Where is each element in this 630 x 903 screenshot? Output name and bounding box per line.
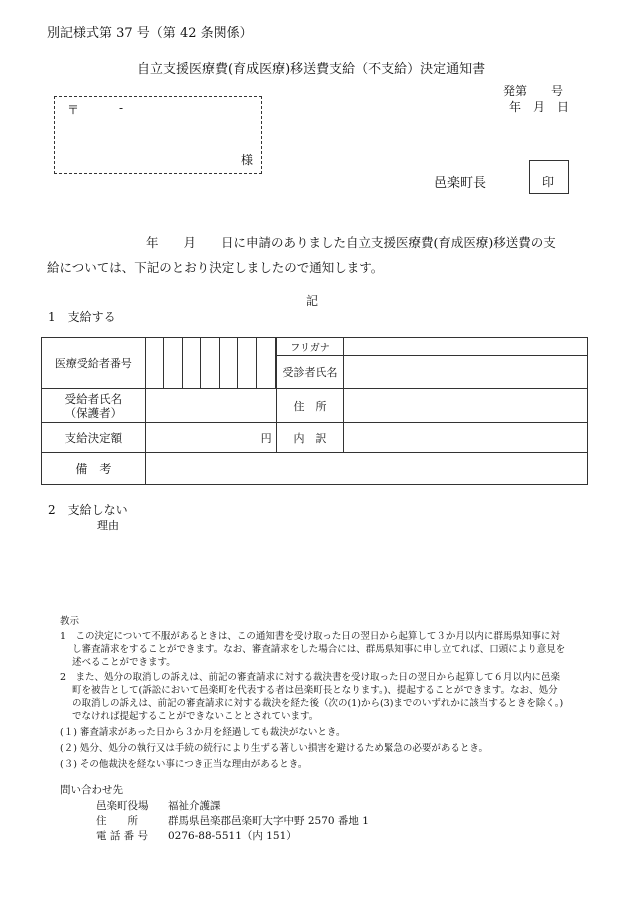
issuer-name: 邑楽町長 <box>434 176 487 191</box>
issue-date: 年 月 日 <box>509 100 570 114</box>
patient-name-label: 受診者氏名 <box>276 356 344 389</box>
contact-address-label: 住 所 <box>96 815 138 827</box>
body-line-2: 給については、下記のとおり決定しましたので通知します。 <box>47 260 384 275</box>
instruction-sub-3: (３) その他裁決を経ない事につき正当な理由があるとき。 <box>60 759 308 770</box>
section1-heading: 1 支給する <box>48 310 116 324</box>
postal-mark: 〒 <box>67 103 80 117</box>
reason-label: 理由 <box>97 519 119 532</box>
contact-phone-label: 電 話 番 号 <box>96 830 149 842</box>
instruction-2c: の取消しの訴えは、前記の審査請求に対する裁決を経た後（次の(1)から(3)までのいずれかに該当するときを除く。) <box>72 698 564 709</box>
document-title: 自立支援医療費(育成医療)移送費支給（不支給）決定通知書 <box>137 62 486 77</box>
amount-value <box>145 423 276 453</box>
section2-heading: 2 支給しない <box>48 503 128 517</box>
furigana-value <box>344 338 588 356</box>
contact-address-value: 群馬県邑楽郡邑楽町大字中野 2570 番地 1 <box>168 815 369 827</box>
instruction-2b: 町を被告として(訴訟において邑楽町を代表する者は邑楽町長となります。)、提起することができます。なお、処分 <box>72 685 558 696</box>
instruction-1b: し審査請求をすることができます。なお、審査請求をした場合には、群馬県知事に申し立てれば、口頭により意見を <box>72 644 566 655</box>
furigana-label: フリガナ <box>276 338 344 356</box>
seal-mark: 印 <box>542 175 555 189</box>
remarks-label: 備 考 <box>42 453 146 485</box>
decision-table <box>41 337 588 485</box>
contact-heading: 問い合わせ先 <box>60 784 123 796</box>
yen-unit: 円 <box>260 431 272 445</box>
instruction-2d: でなければ提起することができないこととされています。 <box>72 711 319 722</box>
beneficiary-value <box>145 389 276 423</box>
contact-office-value: 福祉介護課 <box>168 800 221 812</box>
recipient-no-digits <box>145 338 275 389</box>
instructions-heading: 教示 <box>60 616 80 627</box>
instruction-sub-1: (１) 審査請求があった日から３か月を経過しても裁決がないとき。 <box>60 727 346 738</box>
instruction-sub-2: (２) 処分、処分の執行又は手続の続行により生ずる著しい損害を避けるため緊急の必要があるとき。 <box>60 743 489 754</box>
instruction-1a: 1 この決定について不服があるときは、この通知書を受け取った日の翌日から起算して３か月以内に群馬県知事に対 <box>60 631 560 642</box>
breakdown-label: 内 訳 <box>276 423 344 453</box>
address-value <box>344 389 588 423</box>
ki-heading: 記 <box>306 294 319 308</box>
address-window-box <box>54 96 262 174</box>
honorific-sama: 様 <box>241 153 254 167</box>
seal-box <box>529 160 569 194</box>
instruction-1c: 述べることができます。 <box>72 657 176 668</box>
breakdown-value <box>344 423 588 453</box>
recipient-no-label: 医療受給者番号 <box>42 338 146 389</box>
patient-name-value <box>344 356 588 389</box>
address-label: 住 所 <box>276 389 344 423</box>
postal-dash: - <box>119 101 124 115</box>
instruction-2a: 2 また、処分の取消しの訴えは、前記の審査請求に対する裁決書を受け取った日の翌日から起算して６月以内に邑楽 <box>60 672 561 683</box>
beneficiary-label: 受給者氏名 （保護者） <box>42 389 146 423</box>
issue-number: 発第 号 <box>503 84 564 98</box>
body-line-1: 年 月 日に申請のありました自立支援医療費(育成医療)移送費の支 <box>146 235 556 250</box>
amount-label: 支給決定額 <box>42 423 146 453</box>
contact-phone-value: 0276-88-5511（内 151） <box>168 830 297 842</box>
remarks-value <box>145 453 587 485</box>
contact-office-label: 邑楽町役場 <box>96 800 149 812</box>
form-reference: 別記様式第 37 号（第 42 条関係） <box>47 26 253 41</box>
